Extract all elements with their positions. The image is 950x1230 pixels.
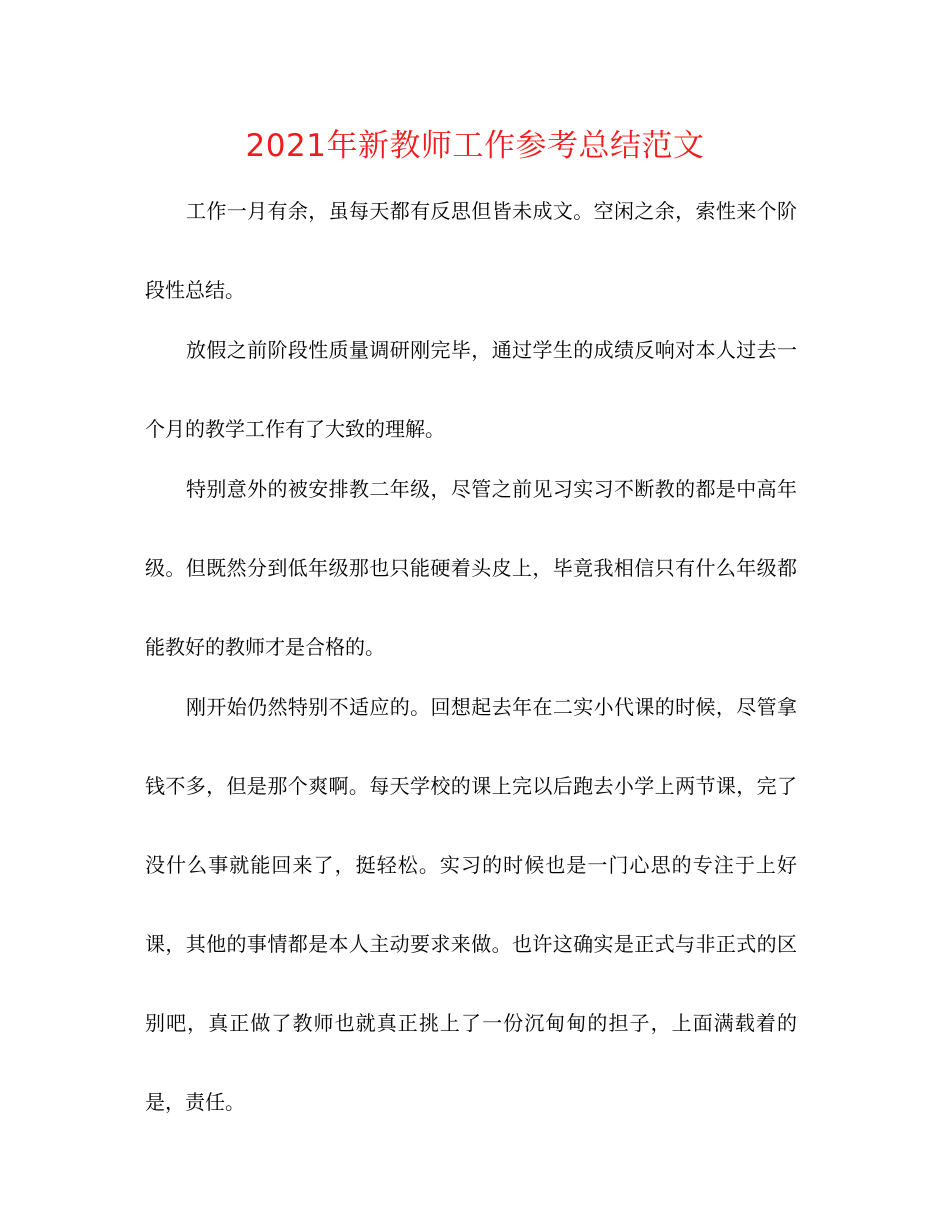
paragraph: 刚开始仍然特别不适应的。回想起去年在二实小代课的时候，尽管拿钱不多，但是那个爽啊。每天学校的课上完以后跑去小学上两节课，完了没什么事就能回来了，挺轻松。实习的时候也是一门心思的专注于上好课，其他的事情都是本人主动要求来做。也许这确实是正式与非正式的区别吧，真正做了教师也就真正挑上了一份沉甸甸的担子，上面满载着的是，责任。 — [145, 695, 797, 1114]
paragraph: 工作一月有余，虽每天都有反思但皆未成文。空闲之余，索性来个阶段性总结。 — [145, 199, 797, 302]
document-body — [145, 172, 797, 1142]
paragraph: 特别意外的被安排教二年级，尽管之前见习实习不断教的都是中高年级。但既然分到低年级那也只能硬着头皮上，毕竟我相信只有什么年级都能教好的教师才是合格的。 — [145, 477, 797, 659]
document-title: 2021年新教师工作参考总结范文 — [245, 128, 705, 164]
paragraph: 放假之前阶段性质量调研刚完毕，通过学生的成绩反响对本人过去一个月的教学工作有了大致的理解。 — [145, 338, 797, 441]
